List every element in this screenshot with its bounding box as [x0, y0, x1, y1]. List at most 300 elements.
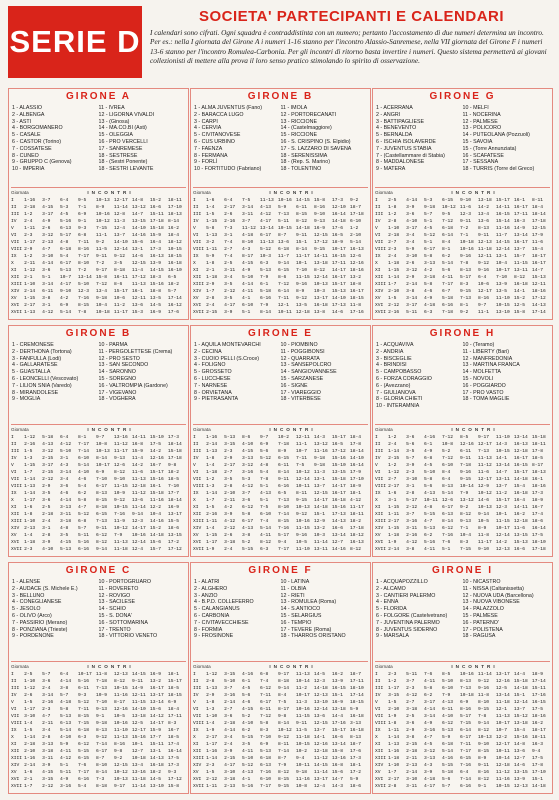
schedule-row: [193, 497, 368, 504]
team-item: 11 - NOCERINA: [462, 111, 501, 118]
match-pair: 13-15: [331, 470, 346, 475]
schedule-row: [11, 267, 186, 274]
schedule-row: [193, 706, 368, 713]
team-item: 5 - GROSSETO: [194, 369, 232, 376]
match-pair: 1-12: [24, 686, 36, 691]
match-pair: 18-16: [531, 289, 546, 294]
match-pair: 9-10: [478, 547, 490, 552]
match-pair: 18-16: [349, 268, 364, 273]
match-pair: 12-15: [114, 763, 128, 768]
group-panel: [372, 325, 553, 557]
match-pair: 3-11: [406, 526, 418, 531]
match-pair: 16-15: [495, 212, 510, 217]
match-pair: 15-4: [531, 247, 543, 252]
match-pair: 12-18: [296, 310, 310, 315]
schedule-row: [11, 302, 186, 309]
match-pair: 9-3: [78, 693, 87, 698]
match-pair: 5-10: [78, 282, 90, 287]
schedule-row: [193, 239, 368, 246]
match-pair: 8-13: [96, 728, 108, 733]
match-pair: 15-11: [149, 742, 164, 747]
match-pair: 8-13: [460, 268, 472, 273]
match-pair: 12-3: [78, 289, 90, 294]
match-pair: 9-17: [278, 672, 290, 677]
match-pair: 6-17: [60, 261, 72, 266]
match-pair: 11-4: [131, 456, 144, 461]
match-pair: 11-6: [531, 240, 543, 245]
match-pair: 16-2: [331, 672, 343, 677]
schedule-row: [375, 267, 550, 274]
match-pair: 10-11: [424, 498, 438, 503]
match-pair: 3-6: [42, 679, 51, 684]
schedule-row: [11, 441, 186, 448]
match-pair: 2-16: [206, 512, 218, 517]
match-pair: 13-9: [331, 679, 343, 684]
match-pair: 1-15: [388, 268, 400, 273]
round-label: XII: [193, 512, 202, 517]
match-pair: 16-4: [149, 240, 161, 245]
match-pair: 2-12: [42, 477, 54, 482]
match-pair: 11-8: [349, 303, 361, 308]
match-pair: 3-13: [60, 505, 72, 510]
schedule-row: [375, 281, 550, 288]
team-item: 4 - BRINDISI: [376, 362, 407, 369]
match-pair: 1-15: [388, 505, 400, 510]
round-label: III: [193, 449, 202, 454]
schedule-row: [375, 699, 550, 706]
team-item: 13 - ROMULEA (Roma): [280, 599, 337, 606]
match-pair: 8-16: [114, 742, 126, 747]
match-pair: 8-17: [278, 707, 290, 712]
match-pair: 11-13: [260, 198, 274, 203]
match-pair: 17-5: [149, 442, 161, 447]
match-pair: 1-12: [24, 435, 36, 440]
schedule-row: [193, 469, 368, 476]
round-label: IV: [375, 219, 381, 224]
match-pair: 7-12: [96, 282, 108, 287]
match-pair: 8-1: [460, 303, 469, 308]
match-pair: 5-12: [260, 456, 272, 461]
match-pair: 6-17: [460, 735, 472, 740]
team-item: 12 - PORTORECANATI: [280, 111, 337, 118]
match-pair: 14-18: [313, 686, 328, 691]
match-pair: 11-14: [478, 672, 492, 677]
schedule-row: [11, 197, 186, 204]
match-pair: 7-15: [78, 721, 90, 726]
match-pair: 15-18: [513, 679, 528, 684]
match-pair: 18-1: [349, 491, 361, 496]
schedule-row: [11, 727, 186, 734]
match-pair: 5-7: [167, 289, 177, 294]
team-item: 11 - PERGOLETTESE (Crema): [98, 348, 173, 355]
match-pair: 6-11: [260, 707, 272, 712]
round-label: XVI: [193, 777, 202, 782]
header-giornata: Giornata: [375, 427, 393, 432]
match-pair: 8-10: [96, 763, 108, 768]
match-pair: 9-13: [96, 707, 108, 712]
team-item: 18 - SESTRI LEVANTE: [98, 166, 154, 173]
match-pair: 2-5: [224, 261, 233, 266]
match-pair: 11-18: [131, 777, 146, 782]
match-pair: 9-15: [296, 498, 308, 503]
match-pair: 10-18: [131, 756, 146, 761]
match-pair: 1-13: [388, 742, 400, 747]
team-item: 14 - PUTEOLANA (Pozzuoli): [462, 132, 530, 139]
match-pair: 1-2: [349, 226, 359, 231]
match-pair: 4-18: [60, 700, 72, 705]
match-pair: 4-12: [42, 310, 54, 315]
team-item: 7 - CIVITAVECCHIESE: [194, 619, 249, 626]
match-pair: 2-1: [206, 268, 215, 273]
match-pair: 12-14: [495, 247, 510, 252]
match-pair: 2-11: [224, 498, 236, 503]
match-pair: 4-12: [349, 498, 361, 503]
round-label: IV: [375, 456, 381, 461]
match-pair: 5-13: [60, 547, 72, 552]
schedule-row: [375, 720, 550, 727]
match-pair: 5-11: [406, 672, 418, 677]
match-pair: 14-3: [331, 784, 343, 789]
match-pair: 14-18: [149, 533, 164, 538]
match-pair: 13-15: [513, 770, 528, 775]
match-pair: 15-18: [149, 226, 164, 231]
match-pair: 12-5: [513, 303, 525, 308]
match-pair: 1-2: [388, 212, 397, 217]
round-label: XIV: [193, 526, 202, 531]
match-pair: 2-17: [24, 303, 36, 308]
match-pair: 10-15: [167, 247, 182, 252]
match-pair: 1-5: [206, 770, 215, 775]
round-label: IV: [11, 219, 17, 224]
match-pair: 8-14: [296, 247, 308, 252]
match-pair: 11-12: [114, 442, 128, 447]
team-item: 9 - MOGLIA: [12, 396, 41, 403]
match-pair: 5-13: [260, 268, 272, 273]
match-pair: 9-8: [167, 463, 177, 468]
match-pair: 1-12: [206, 672, 218, 677]
match-pair: 6-15: [460, 756, 472, 761]
match-pair: 14-6: [513, 763, 525, 768]
match-pair: 13-5: [149, 296, 161, 301]
match-pair: 13-14: [513, 435, 528, 440]
team-item: 3 - CUOIO PELLI (S.Croce): [194, 355, 260, 362]
match-pair: 2-9: [206, 282, 215, 287]
match-pair: 6-11: [442, 707, 454, 712]
schedule-row: [11, 511, 186, 518]
match-pair: 16-15: [331, 254, 346, 259]
schedule-row: [11, 504, 186, 511]
team-item: 6 - LUCCHESE: [194, 375, 231, 382]
match-pair: 8-4: [278, 693, 287, 698]
round-label: XV: [11, 296, 17, 301]
match-pair: 3-12: [42, 449, 54, 454]
match-pair: 4-13: [242, 770, 254, 775]
round-label: VIII: [11, 247, 23, 252]
round-label: XIV: [375, 526, 384, 531]
match-pair: 2-3: [224, 449, 233, 454]
match-pair: 3-6: [42, 268, 51, 273]
match-pair: 12-14: [131, 540, 146, 545]
match-pair: 7-13: [96, 686, 108, 691]
match-pair: 12-15: [313, 491, 328, 496]
schedule-row: [375, 441, 550, 448]
round-label: XVII: [11, 310, 23, 315]
match-pair: 14-18: [513, 477, 528, 482]
match-pair: 11-13: [260, 240, 274, 245]
match-pair: 7-1: [78, 205, 87, 210]
match-pair: 9-15: [460, 289, 472, 294]
team-item: 11 - ROVERETO: [98, 585, 139, 592]
match-pair: 5-8: [424, 254, 433, 259]
match-pair: 7-16: [78, 296, 90, 301]
match-pair: 2-8: [42, 533, 51, 538]
match-pair: 5-9: [349, 707, 359, 712]
match-pair: 2-8: [42, 735, 51, 740]
round-label: VII: [193, 240, 202, 245]
match-pair: 4-8: [260, 463, 269, 468]
match-pair: 5-2: [442, 449, 451, 454]
schedule-row: [193, 462, 368, 469]
match-pair: 5-9: [278, 205, 287, 210]
match-pair: 4-11: [60, 749, 72, 754]
match-pair: 5-16: [78, 540, 90, 545]
match-pair: 7-9: [460, 491, 469, 496]
match-pair: 18-10: [531, 540, 546, 545]
match-pair: 13-9: [513, 777, 525, 782]
match-pair: 2-15: [406, 742, 418, 747]
round-label: IX: [375, 728, 381, 733]
match-pair: 10-14: [495, 756, 510, 761]
match-pair: 2-5: [406, 714, 415, 719]
team-item: 10 - PORTOGRUARO: [98, 579, 151, 585]
match-pair: 5-10: [242, 275, 254, 280]
match-pair: 2-15: [42, 456, 54, 461]
match-pair: 10-16: [460, 672, 474, 677]
match-pair: 11-17: [349, 505, 364, 510]
match-pair: 9-10: [114, 477, 126, 482]
match-pair: 6-3: [424, 310, 433, 315]
match-pair: 9-5: [78, 198, 87, 203]
round-label: VII: [375, 477, 384, 482]
match-pair: 3-6: [406, 435, 415, 440]
match-pair: 12-2: [495, 735, 508, 740]
match-pair: 6-8: [424, 456, 433, 461]
match-pair: 1-18: [388, 756, 400, 761]
match-pair: 6-15: [278, 456, 290, 461]
round-label: XVII: [11, 547, 23, 552]
match-pair: 4-18: [424, 303, 436, 308]
team-item: 12 - RIETI: [280, 592, 305, 599]
match-pair: 12-7: [513, 756, 525, 761]
match-pair: 11-15: [296, 714, 310, 719]
match-pair: 18-8: [349, 282, 361, 287]
schedule-row: [11, 741, 186, 748]
match-pair: 15-2: [513, 296, 525, 301]
round-label: I: [11, 435, 14, 440]
match-pair: 17-14: [349, 693, 364, 698]
match-pair: 10-14: [460, 484, 474, 489]
match-pair: 3-12: [242, 463, 254, 468]
schedule-row: [193, 713, 368, 720]
match-pair: 1-2: [24, 254, 33, 259]
group-title: GIRONE B: [247, 91, 314, 102]
match-pair: 13-7: [495, 484, 508, 489]
match-pair: 16-6: [331, 526, 343, 531]
schedule-row: [375, 197, 550, 204]
schedule-row: [11, 769, 186, 776]
match-pair: 8-15: [78, 714, 90, 719]
match-pair: 10-1: [495, 512, 508, 517]
round-label: IV: [11, 693, 17, 698]
match-pair: 12-14: [114, 247, 128, 252]
match-pair: 3-8: [406, 547, 415, 552]
match-pair: 10-15: [114, 505, 128, 510]
match-pair: 1-18: [24, 540, 36, 545]
round-label: XI: [11, 505, 17, 510]
match-pair: 5-7: [442, 784, 451, 789]
team-item: 12 - LIGORNA VIVALDI: [98, 111, 155, 118]
team-item: 4 - BENEVENTO: [376, 125, 417, 132]
match-pair: 3-14: [60, 470, 72, 475]
team-item: 2 - DERTHONA (Tortona): [12, 348, 72, 355]
match-pair: 10-13: [96, 198, 110, 203]
match-pair: 13-14: [513, 233, 528, 238]
schedule-row: [375, 497, 550, 504]
match-pair: 2-1: [24, 275, 33, 280]
match-pair: 14-5: [149, 303, 161, 308]
match-pair: 1-9: [206, 547, 215, 552]
match-pair: 10-17: [495, 526, 510, 531]
group-panel: [8, 325, 189, 557]
header-giornata: Giornata: [11, 427, 29, 432]
match-pair: 3-1: [42, 526, 51, 531]
match-pair: 4-12: [406, 540, 418, 545]
match-pair: 2-7: [224, 247, 233, 252]
team-list: [191, 104, 370, 187]
match-pair: 14-2: [478, 205, 490, 210]
match-pair: 17-14: [167, 296, 182, 301]
match-pair: 4-14: [406, 198, 418, 203]
match-pair: 8-7: [278, 756, 287, 761]
match-pair: 6-1: [242, 679, 251, 684]
team-list: [9, 341, 188, 424]
team-item: 16 - S. CRISPINO (S. Elpidio): [280, 138, 351, 145]
match-pair: 18-4: [531, 205, 543, 210]
match-pair: 16-17: [513, 240, 528, 245]
match-pair: 5-1: [260, 498, 269, 503]
match-pair: 1-5: [388, 700, 397, 705]
match-pair: 14-6: [131, 254, 144, 259]
match-pair: 6-8: [78, 519, 87, 524]
schedule-row: [375, 685, 550, 692]
match-pair: 16-18: [513, 491, 528, 496]
match-pair: 8-15: [296, 212, 308, 217]
match-pair: 2-14: [388, 547, 400, 552]
match-pair: 18-17: [531, 728, 546, 733]
team-item: 14 - (Castelmaggiore): [280, 125, 332, 132]
team-item: 2 - ANDRIA: [376, 348, 404, 355]
match-pair: 13-8: [313, 310, 326, 315]
header-giornata: Giornata: [193, 664, 211, 669]
match-pair: 11-12: [495, 770, 510, 775]
match-pair: 3-1: [42, 303, 51, 308]
team-item: 6 - ISCHIA ISOLAVERDE: [376, 138, 436, 145]
match-pair: 17-12: [331, 449, 346, 454]
match-pair: 11-6: [478, 470, 490, 475]
match-pair: 16-10: [167, 268, 182, 273]
match-pair: 13-6: [278, 240, 290, 245]
match-pair: 7-2: [78, 268, 87, 273]
team-item: 8 - FERMANA: [194, 152, 228, 159]
match-pair: 1-17: [24, 707, 36, 712]
match-pair: 18-14: [167, 442, 182, 447]
match-pair: 16-13: [149, 254, 164, 259]
match-pair: 18-11: [531, 735, 546, 740]
match-pair: 6-17: [424, 247, 436, 252]
header-incontri: INCONTRI: [451, 190, 498, 195]
team-item: 2 - ALGHERO: [194, 585, 228, 592]
match-pair: 2-6: [224, 212, 233, 217]
round-label: XIII: [375, 756, 387, 761]
team-item: 17 - TEVERE (Roma): [280, 626, 332, 633]
team-item: 17 - SESSANA: [462, 159, 499, 166]
match-pair: 18-12: [349, 533, 364, 538]
match-pair: 2-14: [24, 763, 36, 768]
match-pair: 4-7: [424, 735, 433, 740]
match-pair: 15-6: [331, 770, 343, 775]
match-pair: 1-8: [206, 456, 215, 461]
match-pair: 9-13: [313, 219, 326, 224]
schedule-row: [11, 455, 186, 462]
match-pair: 8-12: [114, 679, 126, 684]
schedule-row: [193, 204, 368, 211]
match-pair: 3-13: [349, 721, 361, 726]
match-pair: 7-18: [278, 442, 290, 447]
match-pair: 12-15: [313, 233, 328, 238]
match-pair: 16-17: [531, 261, 546, 266]
match-pair: 6-3: [260, 261, 269, 266]
match-pair: 7-17: [78, 442, 90, 447]
schedule-row: [193, 769, 368, 776]
match-pair: 10-12: [114, 770, 128, 775]
match-pair: 16-17: [349, 289, 364, 294]
match-pair: 10-16: [296, 519, 310, 524]
match-pair: 10-1: [296, 261, 308, 266]
match-pair: 5-17: [60, 233, 72, 238]
match-pair: 17-18: [349, 212, 364, 217]
match-pair: 6-12: [260, 686, 272, 691]
match-pair: 9-18: [96, 721, 108, 726]
match-pair: 18-2: [149, 770, 161, 775]
match-pair: 6-4: [60, 672, 69, 677]
match-pair: 6-9: [260, 742, 269, 747]
match-pair: 7-12: [442, 456, 454, 461]
schedule-row: [11, 309, 186, 316]
match-pair: 8-11: [278, 742, 290, 747]
round-label: II: [193, 679, 199, 684]
match-pair: 7-18: [96, 679, 108, 684]
match-pair: 4-7: [424, 519, 433, 524]
match-pair: 9-16: [478, 686, 490, 691]
match-pair: 8-9: [478, 756, 487, 761]
team-list: [373, 341, 552, 424]
match-pair: 6-10: [242, 303, 254, 308]
schedule-row: [11, 218, 186, 225]
match-pair: 13-4: [478, 212, 490, 217]
match-pair: 6-12: [442, 721, 454, 726]
team-item: 15 - SOREGNO: [98, 375, 137, 382]
round-label: XV: [11, 533, 17, 538]
